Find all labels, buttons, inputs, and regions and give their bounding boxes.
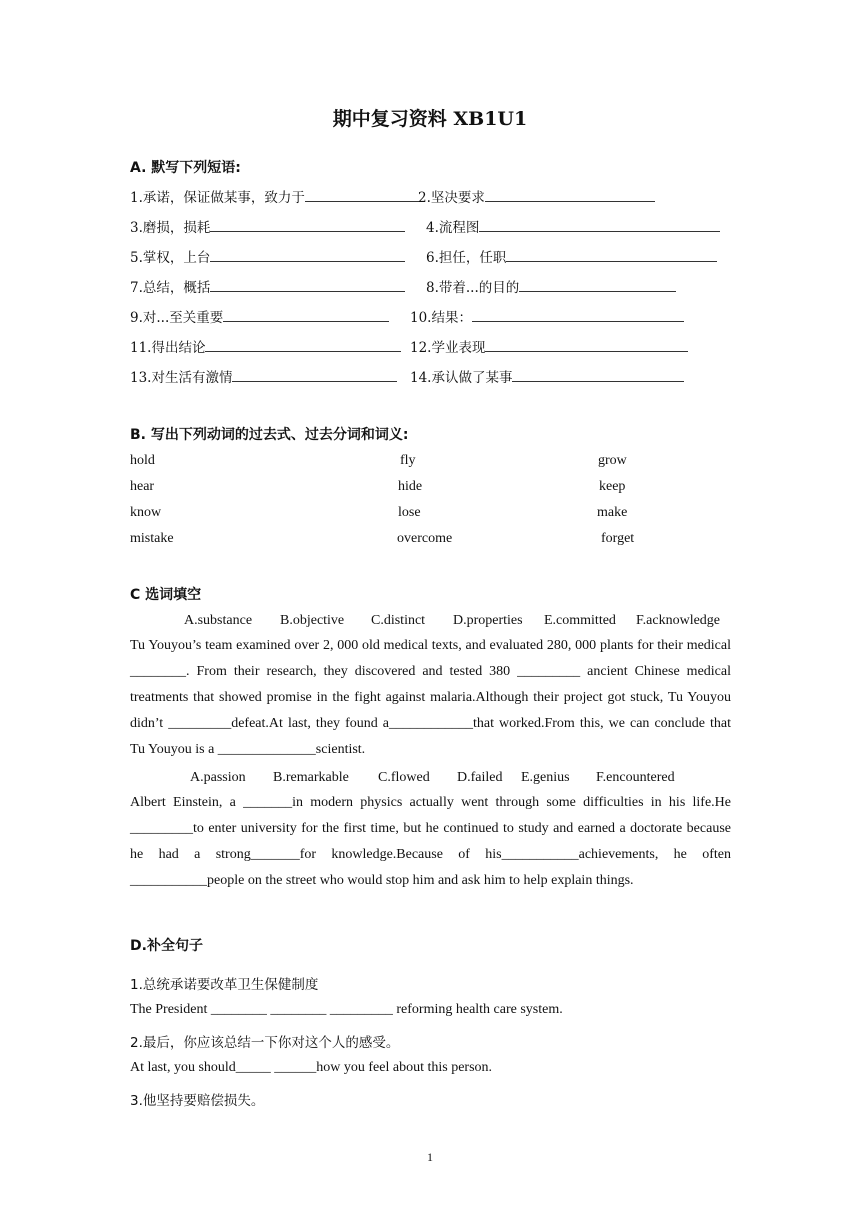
answer-blank[interactable] [305,188,421,202]
phrase-item: 5.掌权，上台 [130,250,211,266]
phrase-item: 7.总结，概括 [130,280,211,296]
sentence-prompt-cn: 3.他坚持要赔偿损失。 [130,1093,265,1109]
answer-blank[interactable] [506,248,717,262]
phrase-item: 13.对生活有激情 [130,370,233,386]
phrase-item: 11.得出结论 [130,340,206,356]
verb-item: hear [130,479,155,494]
section-b-heading: B. 写出下列动词的过去式、过去分词和词义: [130,427,409,443]
page-title: 期中复习资料 XB1U1 [332,108,528,130]
answer-blank[interactable] [485,338,688,352]
word-option: E.committed [544,613,616,628]
phrase-item: 9.对...至关重要 [130,310,224,326]
phrase-row [130,276,730,296]
word-option: D.failed [457,770,503,785]
answer-blank[interactable] [519,278,676,292]
phrase-item: 10.结果： [410,310,472,326]
verb-item: fly [400,453,416,468]
phrase-item: 14.承认做了某事 [410,370,513,386]
phrase-row [130,186,730,206]
phrase-item: 2.坚决要求 [418,190,485,206]
sentence-completion: At last, you should_____ ______how you feel about this person. [130,1060,493,1075]
phrase-item: 3.磨损，损耗 [130,220,211,236]
phrase-row [130,246,730,266]
phrase-item: 1.承诺，保证做某事，致力于 [130,190,305,206]
word-option: C.distinct [371,613,426,628]
answer-blank[interactable] [479,218,720,232]
word-option: F.acknowledge [636,613,721,628]
phrase-item: 8.带着...的目的 [426,280,520,296]
word-option: F.encountered [596,770,675,785]
verb-item: make [597,505,628,520]
answer-blank[interactable] [210,248,405,262]
word-option: D.properties [453,613,523,628]
answer-blank[interactable] [472,308,684,322]
verb-item: lose [398,505,421,520]
word-option: C.flowed [378,770,430,785]
verb-item: hide [398,479,423,494]
word-option: E.genius [521,770,570,785]
section-c-heading: C 选词填空 [130,587,202,603]
word-option: B.objective [280,613,345,628]
sentence-completion: The President ________ ________ _________ reforming health care system. [130,1002,563,1017]
section-d-heading: D.补全句子 [130,938,203,954]
passage-einstein: Albert Einstein, a _______in modern physics actually went through some difficulties in his life.He _________to enter university for the first time, but he continued to study and earned a doctorate because he had a strong_______for knowledge.Because of his___________achievements, he often ___________people on the street who would stop him and ask him to help explain things. [130,795,731,888]
verb-item: overcome [397,531,453,546]
page-number: 1 [427,1150,433,1164]
word-option: A.substance [184,613,253,628]
word-option: A.passion [190,770,246,785]
phrase-item: 12.学业表现 [410,340,486,356]
answer-blank[interactable] [223,308,389,322]
section-a-heading: A. 默写下列短语: [130,160,241,176]
phrase-item: 4.流程图 [426,220,480,236]
word-option: B.remarkable [273,770,349,785]
verb-item: forget [601,531,635,546]
verb-item: know [130,505,162,520]
phrase-item: 6.担任，任职 [426,250,507,266]
verb-item: keep [599,479,626,494]
phrase-row [130,366,730,386]
phrase-row [130,306,730,326]
phrase-row [130,216,730,236]
phrase-row [130,336,730,356]
answer-blank[interactable] [512,368,684,382]
answer-blank[interactable] [485,188,655,202]
sentence-prompt-cn: 1.总统承诺要改革卫生保健制度 [130,977,319,993]
answer-blank[interactable] [205,338,401,352]
passage-tu-youyou: Tu Youyou’s team examined over 2, 000 old medical texts, and evaluated 280, 000 plants for their medical ________. From their research, they discovered and tested 380 _________ ancient Chinese medical treatments that showed promise in the fight against malaria.Although their project got stuck, Tu Youyou didn’t _________defeat.At last, they found a____________that worked.From this, we can conclude that Tu Youyou is a ______________scientist. [130,638,731,757]
verb-item: grow [598,453,627,468]
answer-blank[interactable] [210,278,405,292]
sentence-prompt-cn: 2.最后，你应该总结一下你对这个人的感受。 [130,1035,400,1051]
answer-blank[interactable] [210,218,405,232]
answer-blank[interactable] [232,368,397,382]
verb-item: mistake [130,531,174,546]
verb-item: hold [130,453,155,468]
